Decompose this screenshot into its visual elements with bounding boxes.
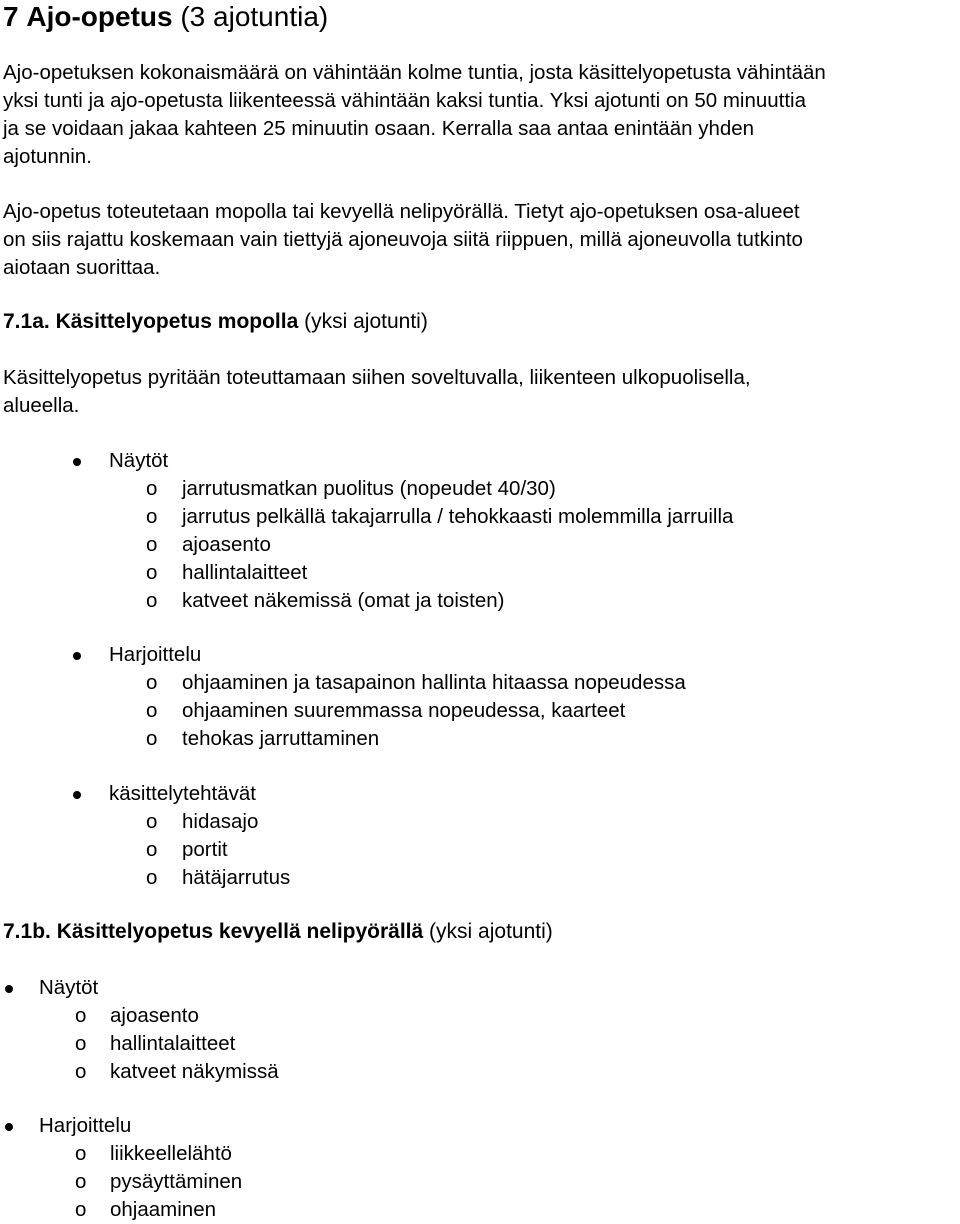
section-a-paragraph	[3, 364, 955, 420]
list-item-text: jarrutusmatkan puolitus (nopeudet 40/30)	[182, 477, 556, 500]
sub-bullet-icon: o	[75, 1170, 87, 1193]
bullet-icon	[5, 1123, 13, 1131]
list-item-text: portit	[182, 838, 228, 861]
page-heading	[3, 0, 328, 34]
vehicle-line: aiotaan suorittaa.	[3, 256, 161, 279]
list-item-text: ajoasento	[182, 533, 271, 556]
bullet-group-naytot-b	[3, 974, 903, 1002]
sub-bullet-icon: o	[146, 533, 158, 556]
section-a-title: Käsittelyopetus mopolla	[55, 310, 299, 333]
list-item-text: ajoasento	[110, 1004, 199, 1027]
list-item-text: katveet näkemissä (omat ja toisten)	[182, 589, 505, 612]
section-a-suffix: (yksi ajotunti)	[304, 310, 428, 333]
section-a-number: 7.1a.	[3, 310, 50, 333]
bullet-label: Harjoittelu	[39, 1114, 132, 1137]
list-item-text: ohjaaminen	[110, 1198, 216, 1221]
sub-bullet-icon: o	[146, 589, 158, 612]
list-item-text: hallintalaitteet	[110, 1032, 236, 1055]
list-item-text: hidasajo	[182, 810, 259, 833]
section-a-line: Käsittelyopetus pyritään toteuttamaan siihen soveltuvalla, liikenteen ulkopuolisella,	[3, 366, 751, 389]
section-a-heading	[3, 308, 428, 336]
bullet-group-kasittelytehtavat	[3, 780, 903, 808]
list-item-text: pysäyttäminen	[110, 1170, 243, 1193]
sub-bullet-icon: o	[146, 671, 158, 694]
sub-bullet-icon: o	[75, 1032, 87, 1055]
sub-bullet-icon: o	[146, 810, 158, 833]
bullet-label: Näytöt	[109, 449, 169, 472]
vehicle-paragraph	[3, 198, 955, 282]
sub-bullet-icon: o	[146, 866, 158, 889]
bullet-icon	[5, 985, 13, 993]
heading-number: 7	[3, 1, 19, 32]
bullet-label: käsittelytehtävät	[109, 782, 256, 805]
sub-bullet-icon: o	[146, 727, 158, 750]
intro-paragraph	[3, 59, 955, 171]
sub-bullet-icon: o	[75, 1060, 87, 1083]
section-b-heading	[3, 918, 553, 946]
list-item-text: jarrutus pelkällä takajarrulla / tehokkaasti molemmilla jarruilla	[182, 505, 734, 528]
bullet-label: Harjoittelu	[109, 643, 202, 666]
intro-line: ajotunnin.	[3, 145, 92, 168]
section-a-line: alueella.	[3, 394, 80, 417]
section-b-suffix: (yksi ajotunti)	[429, 920, 553, 943]
section-b-title: Käsittelyopetus kevyellä nelipyörällä	[56, 920, 424, 943]
intro-line: yksi tunti ja ajo-opetusta liikenteessä vähintään kaksi tuntia. Yksi ajotunti on 50 minuuttia	[3, 89, 807, 112]
sub-bullet-icon: o	[146, 699, 158, 722]
bullet-label: Näytöt	[39, 976, 99, 999]
bullet-group-naytot	[3, 447, 903, 475]
bullet-icon	[73, 652, 81, 660]
section-b-number: 7.1b.	[3, 920, 51, 943]
heading-suffix: (3 ajotuntia)	[180, 1, 329, 32]
sub-bullet-icon: o	[146, 505, 158, 528]
intro-line: ja se voidaan jakaa kahteen 25 minuutin osaan. Kerralla saa antaa enintään yhden	[3, 117, 755, 140]
list-item-text: ohjaaminen suuremmassa nopeudessa, kaarteet	[182, 699, 626, 722]
bullet-group-harjoittelu-b	[3, 1112, 903, 1140]
list-item-text: hallintalaitteet	[182, 561, 308, 584]
sub-bullet-icon: o	[75, 1198, 87, 1221]
list-item-text: liikkeellelähtö	[110, 1142, 232, 1165]
bullet-icon	[73, 791, 81, 799]
vehicle-line: Ajo-opetus toteutetaan mopolla tai kevyellä nelipyörällä. Tietyt ajo-opetuksen osa-alueet	[3, 200, 800, 223]
sub-bullet-icon: o	[146, 561, 158, 584]
sub-bullet-icon: o	[146, 838, 158, 861]
sub-bullet-icon: o	[146, 477, 158, 500]
list-item-text: ohjaaminen ja tasapainon hallinta hitaassa nopeudessa	[182, 671, 686, 694]
list-item-text: katveet näkymissä	[110, 1060, 279, 1083]
sub-bullet-icon: o	[75, 1142, 87, 1165]
list-item-text: hätäjarrutus	[182, 866, 291, 889]
heading-title: Ajo-opetus	[26, 1, 173, 32]
bullet-group-harjoittelu	[3, 641, 903, 669]
intro-line: Ajo-opetuksen kokonaismäärä on vähintään kolme tuntia, josta käsittelyopetusta vähintään	[3, 61, 826, 84]
list-item-text: tehokas jarruttaminen	[182, 727, 380, 750]
bullet-icon	[73, 458, 81, 466]
vehicle-line: on siis rajattu koskemaan vain tiettyjä ajoneuvoja siitä riippuen, millä ajoneuvolla tutkinto	[3, 228, 803, 251]
sub-bullet-icon: o	[75, 1004, 87, 1027]
